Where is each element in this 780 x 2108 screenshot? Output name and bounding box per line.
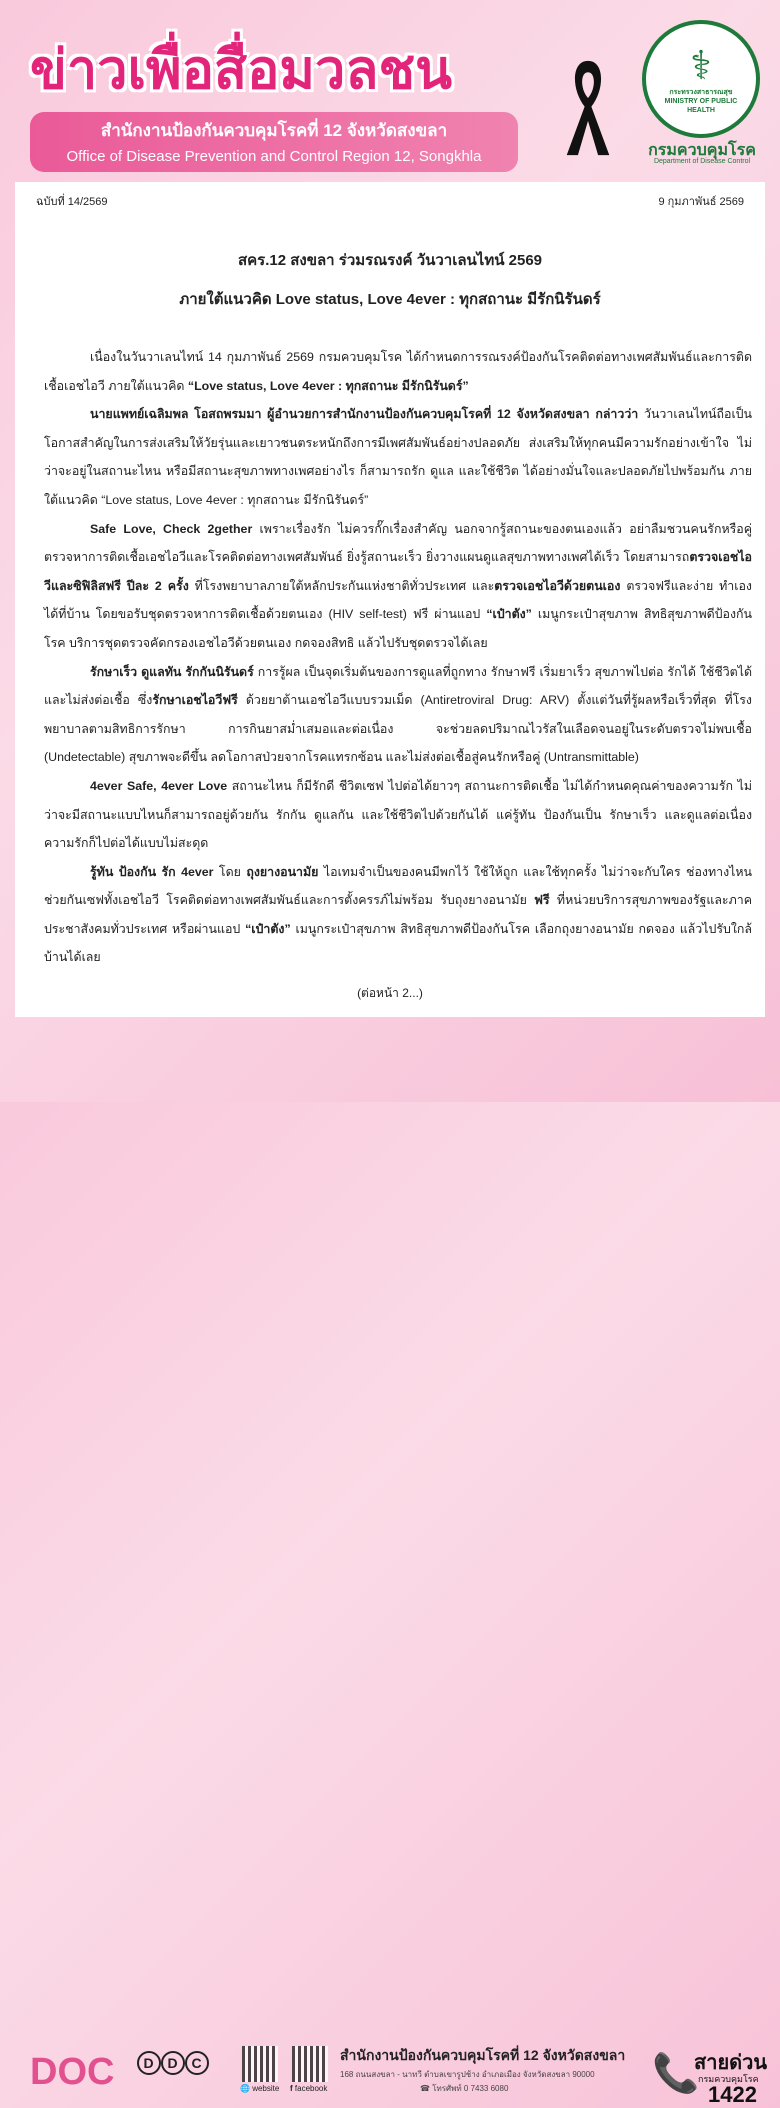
bold-text: “เป๋าตัง” (245, 921, 291, 936)
website-qr-code[interactable] (242, 2046, 278, 2082)
headline: สคร.12 สงขลา ร่วมรณรงค์ วันวาเลนไทน์ 2569 (237, 252, 543, 269)
issue-number: ฉบับที่ 14/2569 (36, 196, 108, 208)
bold-text: รักษาเอชไอวีฟรี (152, 693, 238, 708)
text: โดย (213, 864, 247, 879)
ministry-logo-text: กระทรวงสาธารณสุข MINISTRY OF PUBLIC HEALTH (664, 88, 738, 114)
caduceus-icon: ⚕ (690, 43, 712, 88)
text: เพราะเรื่องรัก ไม่ควรกั๊กเรื่องสำคัญ นอกจากรู้สถานะของตนเองแล้ว อย่าลืมชวนคนรักหรือคู่ตรวจหาการติดเชื้อเอชไอวีและโรคติดต่อทางเพศสัมพันธ์ ยิ่งรู้สถานะเร็ว ยิ่งวางแผนดูแลสุขภาพทางเพศได้เร็ว โดยสามารถ (44, 521, 752, 565)
text: ที่โรงพยาบาลภายใต้หลักประกันแห่งชาติทั่วประเทศ และ (188, 578, 495, 593)
facebook-qr-code[interactable] (292, 2046, 328, 2082)
dept-name-th: กรมควบคุมโรค (648, 142, 756, 159)
text: เมนูกระเป๋าสุขภาพ สิทธิสุขภาพดีป้องกันโรค เลือกถุงยางอนามัย กดจอง แล้วไปรับใกล้บ้านได้เลย (44, 921, 752, 965)
bold-text: นายแพทย์เฉลิมพล โอสถพรมมา ผู้อำนวยการสำนักงานป้องกันควบคุมโรคที่ 12 จังหวัดสงขลา กล่าวว่า (90, 407, 639, 422)
office-name-th: สำนักงานป้องกันควบคุมโรคที่ 12 จังหวัดสงขลา (100, 121, 448, 140)
ddc-logo: D D C (137, 2051, 209, 2075)
text: เมนูกระเป๋าสุขภาพ สิทธิสุขภาพดีป้องกันโรค บริการชุดตรวจคัดกรองเอชไอวีด้วยตนเอง กดจองสิทธิ แล้วไปรับชุดตรวจได้เลย (44, 607, 752, 650)
paragraph (44, 658, 752, 772)
paragraph (44, 515, 752, 658)
phone-icon: 📞 (652, 2053, 700, 2095)
facebook-label: f facebook (290, 2084, 328, 2093)
text: ตรวจฟรีและง่าย ทำเองได้ที่บ้าน โดยขอรับชุดตรวจหาการติดเชื้อด้วยตนเอง (HIV self-test) ฟรี ผ่านแอป (44, 578, 752, 622)
text: ด้วยยาต้านเอชไอวีแบบรวมเม็ด (Antiretroviral Drug: ARV) ตั้งแต่วันที่รู้ผลหรือเร็วที่สุด ที่โรงพยาบาลตามสิทธิการรักษา การกินยาสม่ำเสมอและต่อเนื่อง จะช่วยลดปริมาณไวรัสในเลือดจนอยู่ในระดับตรวจไม่พบเชื้อ (Undetectable) สุขภาพจะดีขึ้น ลดโอกาสป่วยจากโรคแทรกซ้อน และไม่ส่งต่อเชื้อสู่คนรักหรือคู่ (Untransmittable) (44, 693, 752, 765)
text: วันวาเลนไทน์ถือเป็นโอกาสสำคัญในการส่งเสริมให้วัยรุ่นและเยาวชนตระหนักถึงการมีเพศสัมพันธ์อย่างปลอดภัย ส่งเสริมให้ทุกคนมีความรักอย่างเข้าใจ ไม่ว่าจะอยู่ในสถานะไหน หรือมีสถานะสุขภาพทางเพศอย่างไร ก็สามารถรัก ดูแล และใช้ชีวิต ได้อย่างมั่นใจและปลอดภัยไปพร้อมกัน ภายใต้แนวคิด “Love status, Love 4ever : ทุกสถานะ มีรักนิรันดร์” (44, 407, 753, 507)
footer: DOC D D C 🌐 website f facebook สำนักงานป้องกันควบคุมโรคที่ 12 จังหวัดสงขลา 168 ถนนสงขลา - นาทวี ตำบลเขารูปช้าง อำเภอเมือง จังหวัดสงขลา 90000 ☎ โทรศัพท์ 0 7433 6080 📞 สายด่วน กรมควบคุมโรค 1422 (30, 2047, 768, 2107)
subheadline: ภายใต้แนวคิด Love status, Love 4ever : ทุกสถานะ มีรักนิรันดร์ (179, 291, 601, 308)
office-name-en: Office of Disease Prevention and Control Region 12, Songkhla (66, 148, 482, 165)
footer-phone: ☎ โทรศัพท์ 0 7433 6080 (420, 2084, 509, 2093)
paragraph (44, 343, 752, 400)
text: การรู้ผล เป็นจุดเริ่มต้นของการดูแลที่ถูกทาง รักษาฟรี เริ่มยาเร็ว สุขภาพไปต่อ รักได้ ใช้ชีวิตได้ และไม่ส่งต่อเชื้อ ซึ่ง (44, 664, 752, 708)
bold-text: รักษาเร็ว ดูแลทัน รักกันนิรันดร์ (90, 664, 254, 679)
office-banner (30, 112, 518, 172)
text: สถานะไหน ก็มีรักดี ชีวิตเซฟ ไปต่อได้ยาวๆ สถานะการติดเชื้อ ไม่ได้กำหนดคุณค่าของความรัก ไม่ว่าจะมีสถานะแบบไหนก็สามารถอยู่ด้วยกัน รักกัน ดูแลกัน และใช้ชีวิตไปด้วยกันได้ แค่รู้ทัน ป้องกันเป็น รักษาเร็ว และดูแลต่อเนื่อง ความรักก็ไปต่อได้แบบไม่สะดุด (44, 778, 752, 851)
bold-text: 4ever Safe, 4ever Love (90, 778, 228, 793)
footer-address: 168 ถนนสงขลา - นาทวี ตำบลเขารูปช้าง อำเภอเมือง จังหวัดสงขลา 90000 (340, 2070, 595, 2079)
bold-text: “เป๋าตัง” (486, 607, 532, 622)
issue-date: 9 กุมภาพันธ์ 2569 (658, 196, 744, 208)
paragraph (44, 858, 752, 972)
paragraph (44, 400, 752, 514)
text: ที่หน่วยบริการสุขภาพของรัฐและภาคประชาสังคมทั่วประเทศ หรือผ่านแอป (44, 893, 753, 936)
article-body (44, 343, 752, 972)
header (0, 0, 780, 182)
bold-text: “Love status, Love 4ever : ทุกสถานะ มีรักนิรันดร์” (187, 378, 469, 393)
ministry-of-public-health-logo (642, 20, 760, 138)
bold-text: ถุงยางอนามัย (246, 864, 319, 879)
bold-text: Safe Love, Check 2gether (90, 521, 253, 536)
paragraph (44, 772, 752, 858)
text: เนื่องในวันวาเลนไทน์ 14 กุมภาพันธ์ 2569 กรมควบคุมโรค ได้กำหนดการรณรงค์ป้องกันโรคติดต่อทางเพศสัมพันธ์และการติดเชื้อเอชไอวี ภายใต้แนวคิด (44, 350, 752, 393)
doc-logo: DOC (30, 2051, 115, 2093)
bold-text: รู้ทัน ป้องกัน รัก 4ever (90, 864, 214, 879)
bold-text: ตรวจเอชไอวีด้วยตนเอง (494, 578, 621, 593)
text: ไอเทมจำเป็นของคนมีพกไว้ ใช้ให้ถูก และใช้ทุกครั้ง ไม่ว่าจะกับใคร ช่องทางไหน ช่วยกันเซฟทั้งเอชไอวี โรคติดต่อทางเพศสัมพันธ์และการตั้งครรภ์ไม่พร้อม รับถุงยางอนามัย (44, 864, 752, 908)
bold-text: ตรวจเอชไอวีและซิฟิลิสฟรี ปีละ 2 ครั้ง (44, 550, 752, 593)
press-release-title: ข่าวเพื่อสื่อมวลชน (30, 40, 453, 100)
dept-name-en: Department of Disease Control (653, 158, 751, 165)
website-label: 🌐 website (240, 2084, 280, 2093)
bold-text: ฟรี (534, 893, 550, 908)
hotline-number: 1422 (708, 2082, 757, 2107)
continued-note: (ต่อหน้า 2...) (357, 986, 423, 1000)
mourning-ribbon-icon (560, 58, 616, 158)
footer-office-name: สำนักงานป้องกันควบคุมโรคที่ 12 จังหวัดสงขลา (340, 2047, 626, 2063)
